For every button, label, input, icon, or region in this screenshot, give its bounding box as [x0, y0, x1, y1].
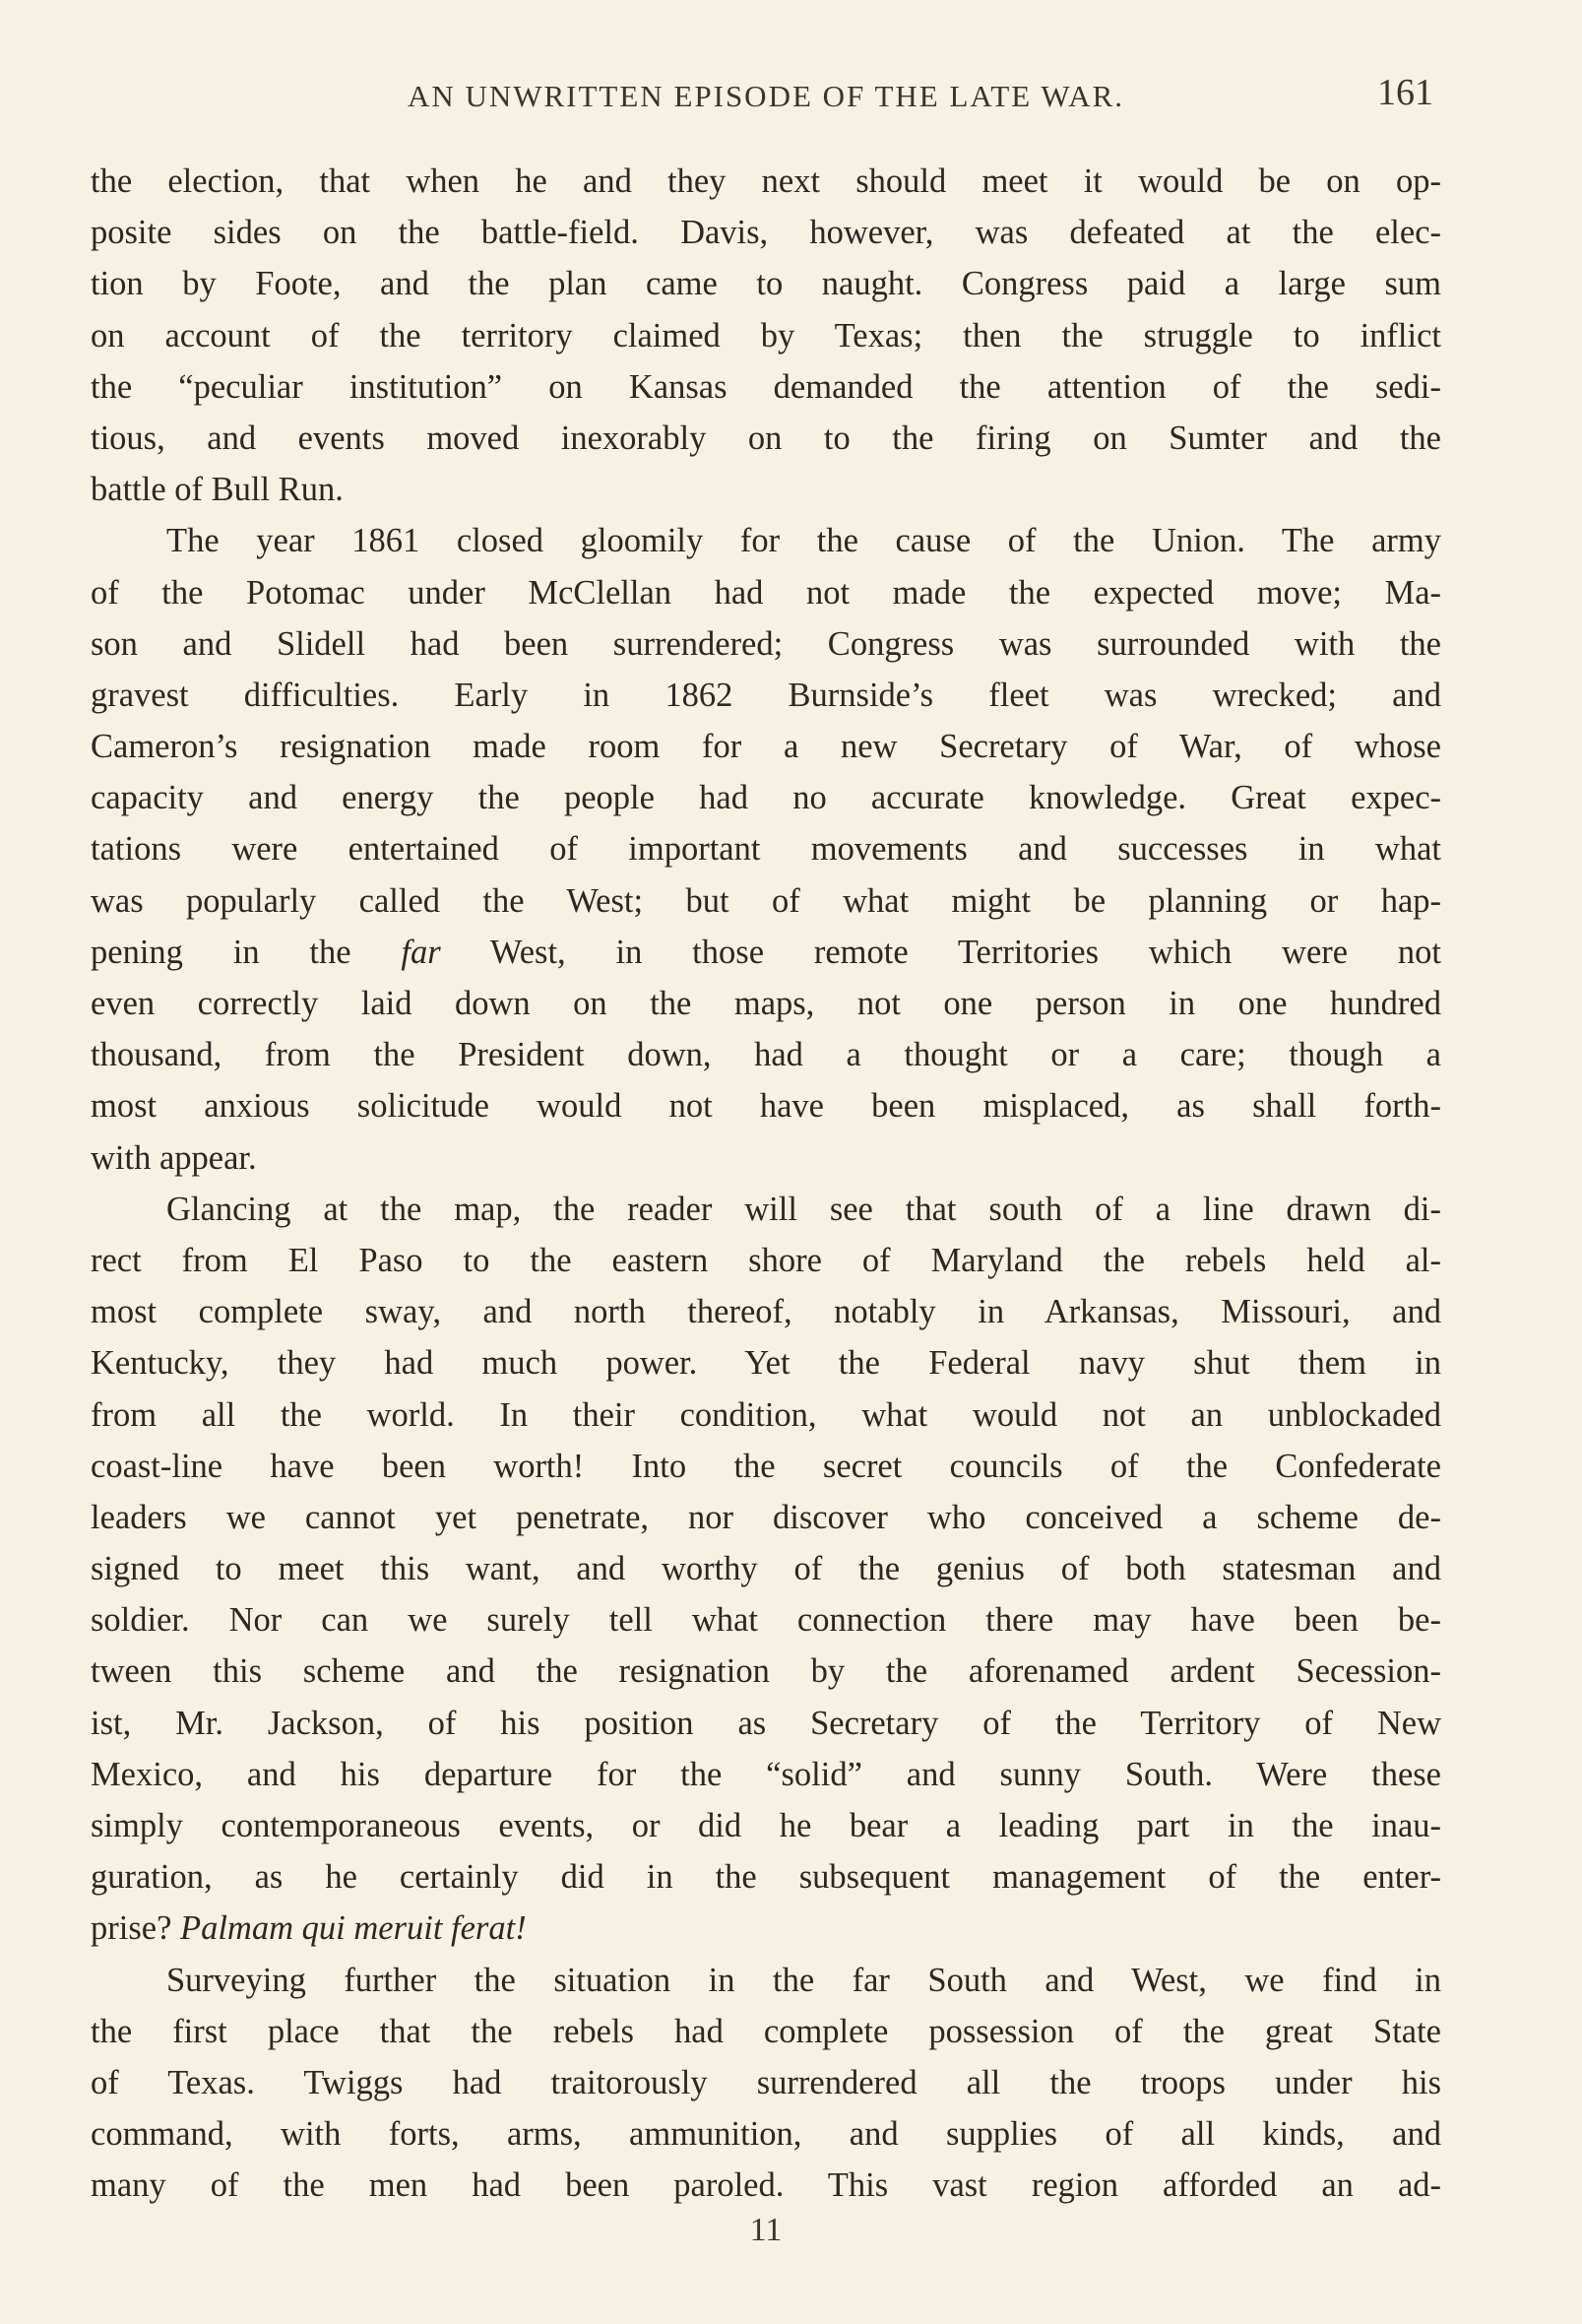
- book-page: [91, 69, 1441, 2265]
- text-line: even correctly laid down on the maps, not one person in one hundred: [91, 985, 1441, 1022]
- text-line: Mexico, and his departure for the “solid” and sunny South. Were these: [91, 1755, 1441, 1793]
- text-line: tious, and events moved inexorably on to the firing on Sumter and the: [91, 419, 1441, 457]
- text-line: battle of Bull Run.: [91, 471, 344, 509]
- text-line: ist, Mr. Jackson, of his position as Secretary of the Territory of New: [91, 1704, 1441, 1742]
- italic-text: Palmam qui meruit ferat!: [180, 1909, 527, 1948]
- text-line: tations were entertained of important movements and successes in what: [91, 830, 1441, 869]
- text-line: many of the men had been paroled. This vast region afforded an ad-: [91, 2166, 1441, 2205]
- text-line: most complete sway, and north thereof, notably in Arkansas, Missouri, and: [91, 1293, 1441, 1331]
- running-head: [91, 69, 1441, 128]
- text-line: coast-line have been worth! Into the secret councils of the Confederate: [91, 1447, 1441, 1485]
- text-line: Cameron’s resignation made room for a new Secretary of War, of whose: [91, 728, 1441, 766]
- text-line: gravest difficulties. Early in 1862 Burnside’s fleet was wrecked; and: [91, 676, 1441, 714]
- text-line: tween this scheme and the resignation by the aforenamed ardent Secession-: [91, 1652, 1441, 1691]
- text-segment: prise?: [91, 1909, 181, 1948]
- text-line: Glancing at the map, the reader will see that south of a line drawn di-: [166, 1190, 1441, 1228]
- text-line: [91, 927, 1441, 978]
- page-number: 161: [1377, 72, 1433, 113]
- text-line: the “peculiar institution” on Kansas demanded the attention of the sedi-: [91, 367, 1441, 406]
- text-line: from all the world. In their condition, what would not an unblockaded: [91, 1395, 1441, 1434]
- text-line: posite sides on the battle-field. Davis, however, was defeated at the elec-: [91, 214, 1441, 252]
- text-line: command, with forts, arms, ammunition, and supplies of all kinds, and: [91, 2115, 1441, 2154]
- text-line: the election, that when he and they next should meet it would be on op-: [91, 162, 1441, 200]
- text-line: simply contemporaneous events, or did he bear a leading part in the inau-: [91, 1807, 1441, 1844]
- text-line: most anxious solicitude would not have been misplaced, as shall forth-: [91, 1087, 1441, 1126]
- italic-text: far: [401, 933, 441, 971]
- text-segment: pening in the: [91, 933, 402, 971]
- text-line: soldier. Nor can we surely tell what connection there may have been be-: [91, 1601, 1441, 1640]
- running-title: AN UNWRITTEN EPISODE OF THE LATE WAR.: [407, 79, 1125, 113]
- text-line: Surveying further the situation in the far South and West, we find in: [166, 1961, 1441, 1999]
- text-line: the first place that the rebels had complete possession of the great State: [91, 2012, 1441, 2050]
- signature-mark: 11: [749, 2212, 783, 2248]
- text-line: on account of the territory claimed by Texas; then the struggle to inflict: [91, 316, 1441, 355]
- text-line: son and Slidell had been surrendered; Congress was surrounded with the: [91, 624, 1441, 663]
- text-line: capacity and energy the people had no accurate knowledge. Great expec-: [91, 779, 1441, 817]
- text-line: The year 1861 closed gloomily for the cause of the Union. The army: [166, 522, 1441, 560]
- text-line: Kentucky, they had much power. Yet the Federal navy shut them in: [91, 1344, 1441, 1383]
- text-line: [91, 1903, 1441, 1954]
- text-line: with appear.: [91, 1138, 257, 1177]
- text-line: thousand, from the President down, had a thought or a care; though a: [91, 1036, 1441, 1074]
- text-line: of Texas. Twiggs had traitorously surrendered all the troops under his: [91, 2063, 1441, 2101]
- text-line: leaders we cannot yet penetrate, nor discover who conceived a scheme de-: [91, 1498, 1441, 1536]
- body-text: [91, 156, 1441, 2212]
- text-line: tion by Foote, and the plan came to naught. Congress paid a large sum: [91, 265, 1441, 303]
- text-line: signed to meet this want, and worthy of the genius of both statesman and: [91, 1550, 1441, 1588]
- text-line: of the Potomac under McClellan had not made the expected move; Ma-: [91, 573, 1441, 612]
- text-line: rect from El Paso to the eastern shore of Maryland the rebels held al-: [91, 1241, 1441, 1279]
- text-segment: West, in those remote Territories which were not: [440, 933, 1441, 971]
- text-line: guration, as he certainly did in the subsequent management of the enter-: [91, 1858, 1441, 1897]
- text-line: was popularly called the West; but of what might be planning or hap-: [91, 881, 1441, 920]
